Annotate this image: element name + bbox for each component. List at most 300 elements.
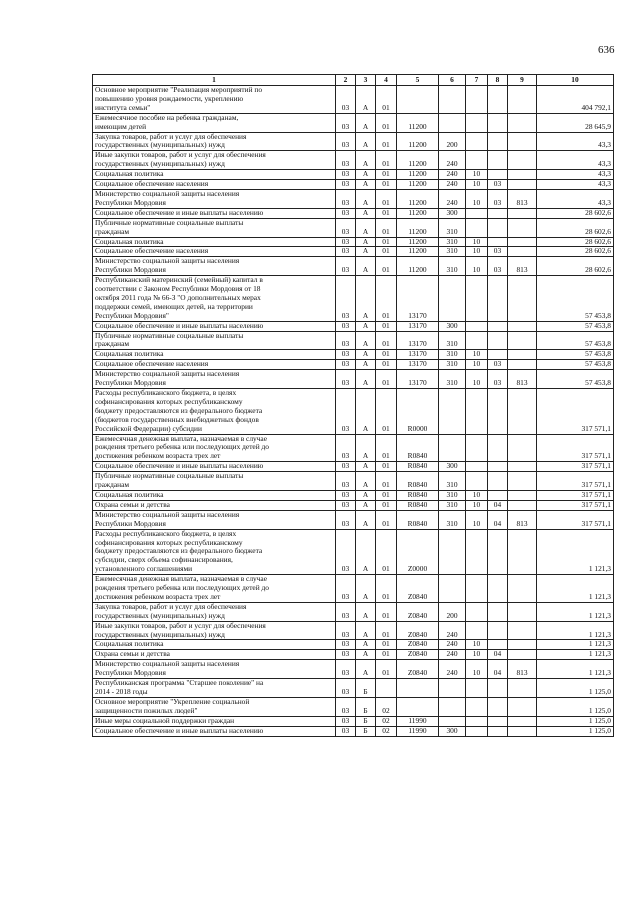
- row-name-cell: Социальное обеспечение и иные выплаты населению: [93, 208, 336, 218]
- section-code-cell: 03: [336, 321, 356, 331]
- section-code-cell: 03: [336, 218, 356, 237]
- section-code-cell: 03: [336, 170, 356, 180]
- section-code-cell: 03: [336, 257, 356, 276]
- row-name-cell: Публичные нормативные социальные выплаты гражданам: [93, 218, 336, 237]
- table-row: [93, 331, 614, 350]
- ministry-code-cell: [508, 170, 537, 180]
- table-header-row: [93, 75, 614, 86]
- table-row: [93, 500, 614, 510]
- subsection-cell: [488, 621, 508, 640]
- expense-direction-cell: 11200: [397, 257, 439, 276]
- subsection-cell: 04: [488, 660, 508, 679]
- section-code-cell: 03: [336, 650, 356, 660]
- header-cell: 2: [336, 75, 356, 86]
- subprogram-code-cell: 01: [376, 247, 397, 257]
- subprogram-code-cell: 01: [376, 370, 397, 389]
- ministry-code-cell: 813: [508, 660, 537, 679]
- ministry-code-cell: [508, 679, 537, 698]
- program-code-cell: А: [356, 247, 376, 257]
- amount-cell: 28 602,6: [537, 237, 614, 247]
- ministry-code-cell: [508, 151, 537, 170]
- expense-direction-cell: Z0840: [397, 640, 439, 650]
- subprogram-code-cell: 02: [376, 697, 397, 716]
- table-row: [93, 180, 614, 190]
- amount-cell: 1 125,0: [537, 697, 614, 716]
- expense-direction-cell: 11200: [397, 170, 439, 180]
- row-name-cell: Иные закупки товаров, работ и услуг для обеспечения государственных (муниципальных) нужд: [93, 621, 336, 640]
- subsection-cell: [488, 331, 508, 350]
- table-row: [93, 276, 614, 322]
- row-name-cell: Социальное обеспечение и иные выплаты населению: [93, 726, 336, 736]
- table-row: [93, 218, 614, 237]
- subsection-cell: [488, 697, 508, 716]
- amount-cell: 317 571,1: [537, 510, 614, 529]
- row-name-cell: Министерство социальной защиты населения Республики Мордовия: [93, 257, 336, 276]
- program-code-cell: А: [356, 660, 376, 679]
- expense-type-cell: 310: [439, 218, 466, 237]
- amount-cell: 57 453,8: [537, 350, 614, 360]
- table-row: [93, 640, 614, 650]
- amount-cell: 28 602,6: [537, 218, 614, 237]
- row-name-cell: Социальная политика: [93, 170, 336, 180]
- subsection-cell: 04: [488, 510, 508, 529]
- table-row: [93, 170, 614, 180]
- subprogram-code-cell: [376, 679, 397, 698]
- amount-cell: 1 121,3: [537, 621, 614, 640]
- program-code-cell: Б: [356, 716, 376, 726]
- row-name-cell: Социальная политика: [93, 237, 336, 247]
- amount-cell: 317 571,1: [537, 389, 614, 435]
- subsection-cell: 03: [488, 360, 508, 370]
- expense-direction-cell: [397, 697, 439, 716]
- section-code-cell: 03: [336, 132, 356, 151]
- ministry-code-cell: [508, 529, 537, 575]
- expense-direction-cell: Z0840: [397, 575, 439, 603]
- ministry-code-cell: [508, 86, 537, 114]
- expense-type-cell: 310: [439, 500, 466, 510]
- row-name-cell: Иные меры социальной поддержки граждан: [93, 716, 336, 726]
- subprogram-code-cell: 01: [376, 462, 397, 472]
- program-code-cell: Б: [356, 697, 376, 716]
- expense-direction-cell: R0840: [397, 462, 439, 472]
- table-row: [93, 650, 614, 660]
- subsection-cell: [488, 462, 508, 472]
- subprogram-code-cell: 01: [376, 113, 397, 132]
- ministry-code-cell: [508, 640, 537, 650]
- subsection-cell: [488, 276, 508, 322]
- expense-direction-cell: 13170: [397, 276, 439, 322]
- subsection-cell: [488, 529, 508, 575]
- table-row: [93, 716, 614, 726]
- subprogram-code-cell: 02: [376, 716, 397, 726]
- expense-direction-cell: 13170: [397, 321, 439, 331]
- row-name-cell: Публичные нормативные социальные выплаты гражданам: [93, 472, 336, 491]
- amount-cell: 317 571,1: [537, 472, 614, 491]
- expense-type-cell: [439, 434, 466, 462]
- expense-type-cell: 310: [439, 247, 466, 257]
- amount-cell: 1 121,3: [537, 640, 614, 650]
- section-cell: 10: [466, 490, 488, 500]
- table-row: [93, 350, 614, 360]
- amount-cell: 57 453,8: [537, 276, 614, 322]
- row-name-cell: Министерство социальной защиты населения Республики Мордовия: [93, 370, 336, 389]
- program-code-cell: А: [356, 490, 376, 500]
- section-code-cell: 03: [336, 389, 356, 435]
- row-name-cell: Расходы республиканского бюджета, в целях софинансирования которых республиканскому бюджету предоставляются из федерального бюджета (бюджетов государственных внебюджетных фондов Российской Федерации) субсидии: [93, 389, 336, 435]
- section-cell: 10: [466, 237, 488, 247]
- expense-type-cell: [439, 679, 466, 698]
- header-cell: 10: [537, 75, 614, 86]
- subsection-cell: 03: [488, 189, 508, 208]
- program-code-cell: А: [356, 132, 376, 151]
- ministry-code-cell: [508, 132, 537, 151]
- ministry-code-cell: [508, 113, 537, 132]
- section-cell: [466, 113, 488, 132]
- program-code-cell: А: [356, 350, 376, 360]
- subprogram-code-cell: 01: [376, 389, 397, 435]
- subsection-cell: [488, 389, 508, 435]
- row-name-cell: Социальное обеспечение и иные выплаты населению: [93, 462, 336, 472]
- row-name-cell: Закупка товаров, работ и услуг для обеспечения государственных (муниципальных) нужд: [93, 602, 336, 621]
- subprogram-code-cell: 01: [376, 257, 397, 276]
- section-cell: 10: [466, 189, 488, 208]
- row-name-cell: Социальное обеспечение и иные выплаты населению: [93, 321, 336, 331]
- expense-direction-cell: Z0840: [397, 602, 439, 621]
- program-code-cell: А: [356, 510, 376, 529]
- amount-cell: 1 125,0: [537, 679, 614, 698]
- section-code-cell: 03: [336, 472, 356, 491]
- row-name-cell: Республиканский материнский (семейный) капитал в соответствии с Законом Республики Мордовия от 18 октября 2011 года № 66-З "О дополнительных мерах поддержки семей, имеющих детей, на территории Республики Мордовия": [93, 276, 336, 322]
- subsection-cell: 03: [488, 257, 508, 276]
- subsection-cell: [488, 218, 508, 237]
- expense-direction-cell: R0840: [397, 510, 439, 529]
- expense-type-cell: 240: [439, 151, 466, 170]
- program-code-cell: А: [356, 170, 376, 180]
- expense-type-cell: [439, 716, 466, 726]
- expense-type-cell: 240: [439, 621, 466, 640]
- expense-type-cell: [439, 529, 466, 575]
- expense-type-cell: 310: [439, 237, 466, 247]
- expense-type-cell: [439, 697, 466, 716]
- section-code-cell: 03: [336, 86, 356, 114]
- expense-direction-cell: R0000: [397, 389, 439, 435]
- expense-direction-cell: 11200: [397, 208, 439, 218]
- ministry-code-cell: [508, 500, 537, 510]
- expense-type-cell: 310: [439, 350, 466, 360]
- ministry-code-cell: [508, 697, 537, 716]
- program-code-cell: А: [356, 462, 376, 472]
- table-row: [93, 602, 614, 621]
- section-code-cell: 03: [336, 370, 356, 389]
- table-row: [93, 726, 614, 736]
- section-cell: 10: [466, 510, 488, 529]
- program-code-cell: А: [356, 218, 376, 237]
- subprogram-code-cell: 01: [376, 360, 397, 370]
- expense-type-cell: [439, 575, 466, 603]
- expense-type-cell: 300: [439, 726, 466, 736]
- ministry-code-cell: [508, 462, 537, 472]
- section-cell: [466, 716, 488, 726]
- section-cell: [466, 726, 488, 736]
- row-name-cell: Закупка товаров, работ и услуг для обеспечения государственных (муниципальных) нужд: [93, 132, 336, 151]
- expense-type-cell: 240: [439, 640, 466, 650]
- program-code-cell: А: [356, 86, 376, 114]
- ministry-code-cell: [508, 208, 537, 218]
- section-code-cell: 03: [336, 350, 356, 360]
- header-cell: 3: [356, 75, 376, 86]
- amount-cell: 404 792,1: [537, 86, 614, 114]
- subprogram-code-cell: 01: [376, 650, 397, 660]
- row-name-cell: Республиканская программа "Старшее поколение" на 2014 - 2018 годы: [93, 679, 336, 698]
- expense-type-cell: 310: [439, 331, 466, 350]
- section-code-cell: 03: [336, 679, 356, 698]
- section-cell: 10: [466, 660, 488, 679]
- section-cell: 10: [466, 350, 488, 360]
- program-code-cell: А: [356, 389, 376, 435]
- section-cell: 10: [466, 360, 488, 370]
- section-code-cell: 03: [336, 510, 356, 529]
- expense-type-cell: [439, 389, 466, 435]
- subprogram-code-cell: 01: [376, 434, 397, 462]
- section-code-cell: 03: [336, 462, 356, 472]
- table-row: [93, 660, 614, 679]
- table-row: [93, 697, 614, 716]
- table-row: [93, 472, 614, 491]
- expense-type-cell: 310: [439, 360, 466, 370]
- ministry-code-cell: [508, 321, 537, 331]
- table-row: [93, 434, 614, 462]
- expense-direction-cell: R0840: [397, 500, 439, 510]
- amount-cell: 1 121,3: [537, 650, 614, 660]
- amount-cell: 28 602,6: [537, 257, 614, 276]
- subprogram-code-cell: 01: [376, 86, 397, 114]
- amount-cell: 1 125,0: [537, 716, 614, 726]
- section-cell: [466, 621, 488, 640]
- row-name-cell: Социальное обеспечение населения: [93, 247, 336, 257]
- program-code-cell: А: [356, 472, 376, 491]
- section-cell: [466, 529, 488, 575]
- section-cell: 10: [466, 640, 488, 650]
- expense-type-cell: 240: [439, 180, 466, 190]
- expense-direction-cell: 11200: [397, 151, 439, 170]
- row-name-cell: Социальная политика: [93, 490, 336, 500]
- subprogram-code-cell: 01: [376, 208, 397, 218]
- expense-type-cell: [439, 113, 466, 132]
- subsection-cell: 03: [488, 180, 508, 190]
- amount-cell: 28 602,6: [537, 247, 614, 257]
- program-code-cell: А: [356, 180, 376, 190]
- row-name-cell: Ежемесячное пособие на ребенка гражданам, имеющим детей: [93, 113, 336, 132]
- ministry-code-cell: [508, 726, 537, 736]
- subsection-cell: 04: [488, 500, 508, 510]
- program-code-cell: А: [356, 321, 376, 331]
- table-row: [93, 510, 614, 529]
- program-code-cell: А: [356, 360, 376, 370]
- amount-cell: 317 571,1: [537, 462, 614, 472]
- program-code-cell: А: [356, 575, 376, 603]
- section-code-cell: 03: [336, 575, 356, 603]
- subsection-cell: 04: [488, 650, 508, 660]
- section-cell: [466, 218, 488, 237]
- program-code-cell: А: [356, 208, 376, 218]
- expense-direction-cell: 11990: [397, 716, 439, 726]
- amount-cell: 43,3: [537, 170, 614, 180]
- program-code-cell: А: [356, 151, 376, 170]
- section-code-cell: 03: [336, 602, 356, 621]
- program-code-cell: А: [356, 189, 376, 208]
- amount-cell: 317 571,1: [537, 434, 614, 462]
- subprogram-code-cell: 01: [376, 575, 397, 603]
- expense-type-cell: 200: [439, 132, 466, 151]
- section-cell: 10: [466, 170, 488, 180]
- subprogram-code-cell: 01: [376, 500, 397, 510]
- row-name-cell: Расходы республиканского бюджета, в целях софинансирования которых республиканскому бюджету предоставляются из федерального бюджета субсидии, сверх объема софинансирования, установленного соглашениями: [93, 529, 336, 575]
- section-cell: 10: [466, 370, 488, 389]
- table-row: [93, 360, 614, 370]
- expense-direction-cell: [397, 86, 439, 114]
- expense-type-cell: 300: [439, 208, 466, 218]
- amount-cell: 43,3: [537, 189, 614, 208]
- expense-direction-cell: 11200: [397, 113, 439, 132]
- section-code-cell: 03: [336, 276, 356, 322]
- table-row: [93, 132, 614, 151]
- amount-cell: 317 571,1: [537, 500, 614, 510]
- page-number: 636: [598, 44, 615, 56]
- table-row: [93, 113, 614, 132]
- expense-direction-cell: Z0840: [397, 650, 439, 660]
- expense-direction-cell: 11200: [397, 218, 439, 237]
- program-code-cell: А: [356, 257, 376, 276]
- expense-direction-cell: Z0000: [397, 529, 439, 575]
- expense-direction-cell: 13170: [397, 350, 439, 360]
- subsection-cell: [488, 132, 508, 151]
- ministry-code-cell: [508, 350, 537, 360]
- amount-cell: 43,3: [537, 180, 614, 190]
- ministry-code-cell: [508, 237, 537, 247]
- subsection-cell: [488, 86, 508, 114]
- ministry-code-cell: [508, 575, 537, 603]
- program-code-cell: А: [356, 650, 376, 660]
- subprogram-code-cell: 01: [376, 170, 397, 180]
- subprogram-code-cell: 01: [376, 472, 397, 491]
- amount-cell: 1 121,3: [537, 602, 614, 621]
- subsection-cell: [488, 151, 508, 170]
- section-cell: [466, 321, 488, 331]
- amount-cell: 1 121,3: [537, 529, 614, 575]
- section-cell: [466, 208, 488, 218]
- section-code-cell: 03: [336, 529, 356, 575]
- amount-cell: 28 602,6: [537, 208, 614, 218]
- section-cell: 10: [466, 180, 488, 190]
- expense-type-cell: 310: [439, 472, 466, 491]
- program-code-cell: А: [356, 113, 376, 132]
- expense-type-cell: 240: [439, 170, 466, 180]
- header-cell: 4: [376, 75, 397, 86]
- program-code-cell: Б: [356, 679, 376, 698]
- amount-cell: 1 125,0: [537, 726, 614, 736]
- table-row: [93, 679, 614, 698]
- section-code-cell: 03: [336, 208, 356, 218]
- row-name-cell: Охрана семьи и детства: [93, 500, 336, 510]
- section-cell: 10: [466, 257, 488, 276]
- expense-type-cell: 310: [439, 257, 466, 276]
- section-code-cell: 03: [336, 726, 356, 736]
- header-cell: 7: [466, 75, 488, 86]
- row-name-cell: Ежемесячная денежная выплата, назначаемая в случае рождения третьего ребенка или последующих детей до достижения ребенком возраста трех лет: [93, 575, 336, 603]
- subprogram-code-cell: 01: [376, 321, 397, 331]
- subsection-cell: [488, 602, 508, 621]
- table-row: [93, 462, 614, 472]
- subprogram-code-cell: 01: [376, 218, 397, 237]
- subsection-cell: [488, 113, 508, 132]
- amount-cell: 57 453,8: [537, 321, 614, 331]
- program-code-cell: А: [356, 370, 376, 389]
- ministry-code-cell: [508, 716, 537, 726]
- expense-type-cell: 240: [439, 189, 466, 208]
- expense-type-cell: [439, 86, 466, 114]
- table-row: [93, 370, 614, 389]
- section-cell: [466, 602, 488, 621]
- row-name-cell: Основное мероприятие "Укрепление социальной защищенности пожилых людей": [93, 697, 336, 716]
- row-name-cell: Ежемесячная денежная выплата, назначаемая в случае рождения третьего ребенка или последующих детей до достижения ребенком возраста трех лет: [93, 434, 336, 462]
- subsection-cell: [488, 726, 508, 736]
- expense-direction-cell: 13170: [397, 331, 439, 350]
- table-row: [93, 490, 614, 500]
- subprogram-code-cell: 01: [376, 621, 397, 640]
- section-code-cell: 03: [336, 716, 356, 726]
- expense-direction-cell: 11990: [397, 726, 439, 736]
- expense-direction-cell: R0840: [397, 434, 439, 462]
- expense-type-cell: 310: [439, 490, 466, 500]
- amount-cell: 57 453,8: [537, 331, 614, 350]
- row-name-cell: Министерство социальной защиты населения Республики Мордовия: [93, 660, 336, 679]
- ministry-code-cell: [508, 389, 537, 435]
- row-name-cell: Социальная политика: [93, 350, 336, 360]
- ministry-code-cell: 813: [508, 189, 537, 208]
- expense-type-cell: 310: [439, 510, 466, 529]
- row-name-cell: Министерство социальной защиты населения Республики Мордовия: [93, 189, 336, 208]
- program-code-cell: А: [356, 500, 376, 510]
- expense-direction-cell: 11200: [397, 180, 439, 190]
- table-row: [93, 86, 614, 114]
- subsection-cell: [488, 208, 508, 218]
- row-name-cell: Социальное обеспечение населения: [93, 360, 336, 370]
- ministry-code-cell: [508, 247, 537, 257]
- expense-direction-cell: 11200: [397, 247, 439, 257]
- row-name-cell: Публичные нормативные социальные выплаты гражданам: [93, 331, 336, 350]
- section-cell: [466, 331, 488, 350]
- expense-direction-cell: 11200: [397, 237, 439, 247]
- section-cell: [466, 132, 488, 151]
- section-code-cell: 03: [336, 640, 356, 650]
- table-row: [93, 321, 614, 331]
- ministry-code-cell: [508, 602, 537, 621]
- subsection-cell: 03: [488, 247, 508, 257]
- program-code-cell: А: [356, 276, 376, 322]
- section-cell: [466, 575, 488, 603]
- expense-direction-cell: 11200: [397, 189, 439, 208]
- program-code-cell: А: [356, 602, 376, 621]
- ministry-code-cell: [508, 218, 537, 237]
- expense-type-cell: 310: [439, 370, 466, 389]
- expense-direction-cell: 11200: [397, 132, 439, 151]
- subprogram-code-cell: 01: [376, 237, 397, 247]
- section-code-cell: 03: [336, 189, 356, 208]
- section-cell: 10: [466, 247, 488, 257]
- row-name-cell: Охрана семьи и детства: [93, 650, 336, 660]
- amount-cell: 317 571,1: [537, 490, 614, 500]
- subsection-cell: [488, 716, 508, 726]
